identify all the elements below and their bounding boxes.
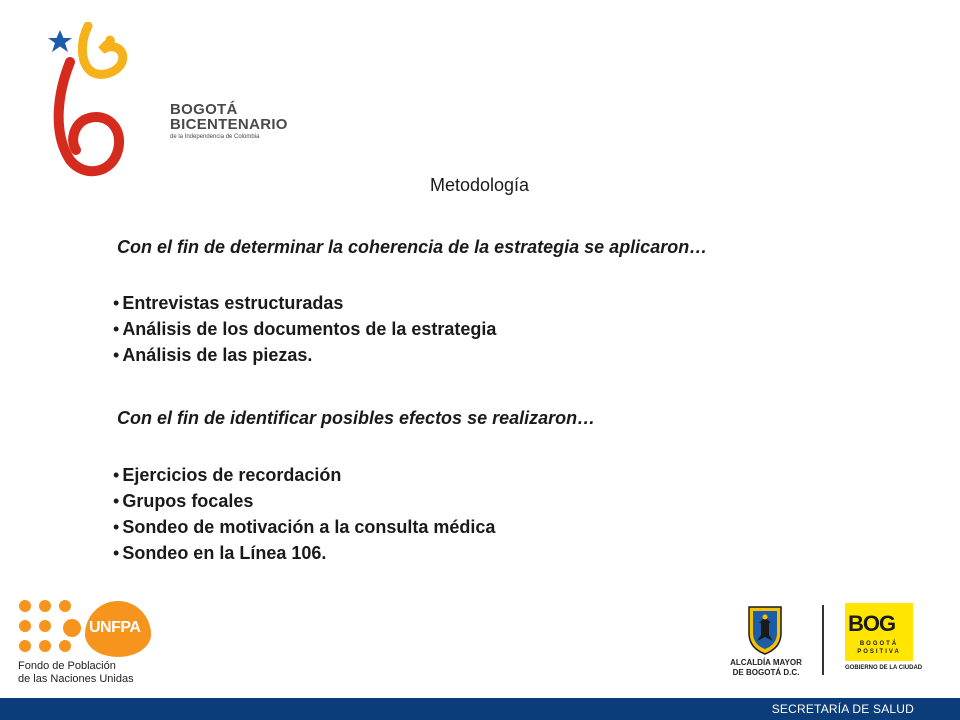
bicentenario-line3: de la Independencia de Colombia xyxy=(170,134,260,140)
list-item-label: Grupos focales xyxy=(122,491,254,511)
bullet-icon: • xyxy=(113,293,120,313)
list-item xyxy=(113,342,496,368)
list-item xyxy=(113,540,495,566)
unfpa-subtitle-line2: de las Naciones Unidas xyxy=(18,673,134,685)
unfpa-subtitle-line1: Fondo de Población xyxy=(18,660,116,672)
bogota-positiva-logo xyxy=(845,603,923,675)
bog-sub2: POSITIVA xyxy=(857,649,901,655)
list-item xyxy=(113,514,495,540)
list-item xyxy=(113,462,495,488)
intro-coherence: Con el fin de determinar la coherencia de la estrategia se aplicaron… xyxy=(117,237,708,257)
un-emblem-icon xyxy=(62,618,82,638)
alcaldia-text xyxy=(727,658,805,678)
bullet-icon: • xyxy=(113,517,120,537)
unfpa-subtitle xyxy=(18,660,134,686)
list-item-label: Sondeo de motivación a la consulta médica xyxy=(122,517,496,537)
list-item xyxy=(113,290,496,316)
unfpa-logo xyxy=(15,598,155,690)
bullet-icon: • xyxy=(113,465,120,485)
footer-label: SECRETARÍA DE SALUD xyxy=(771,702,914,716)
unfpa-wordmark xyxy=(85,601,151,657)
logo-divider xyxy=(822,605,824,675)
list-item xyxy=(113,316,496,342)
bullet-icon: • xyxy=(113,491,120,511)
unfpa-brand: UNFPA xyxy=(89,619,141,636)
slide-title: Metodología xyxy=(430,175,530,195)
intro-effects: Con el fin de identificar posibles efectos se realizaron… xyxy=(117,408,596,428)
list-item-label: Entrevistas estructuradas xyxy=(122,293,344,313)
methods-list-coherence xyxy=(113,290,496,368)
bog-tagline: GOBIERNO DE LA CIUDAD xyxy=(845,665,923,671)
list-item-label: Ejercicios de recordación xyxy=(122,465,342,485)
methods-list-effects xyxy=(113,462,495,566)
list-item-label: Sondeo en la Línea 106. xyxy=(122,543,327,563)
bullet-icon: • xyxy=(113,319,120,339)
alcaldia-logo xyxy=(727,603,817,683)
list-item-label: Análisis de las piezas. xyxy=(122,345,313,365)
bicentenario-line2: BICENTENARIO xyxy=(170,116,288,133)
bullet-icon: • xyxy=(113,543,120,563)
bogota-positiva-box xyxy=(845,603,913,661)
list-item xyxy=(113,488,495,514)
bogota-crest-icon xyxy=(745,603,785,655)
footer-bar xyxy=(0,698,960,720)
list-item-label: Análisis de los documentos de la estrategia xyxy=(122,319,497,339)
alcaldia-line1: ALCALDÍA MAYOR xyxy=(730,658,802,667)
alcaldia-line2: DE BOGOTÁ D.C. xyxy=(732,668,800,677)
bicentenario-line1: BOGOTÁ xyxy=(170,101,238,118)
bog-wordmark: BOG xyxy=(848,611,896,636)
bullet-icon: • xyxy=(113,345,120,365)
bog-sub1: BOGOTÁ xyxy=(859,641,899,647)
